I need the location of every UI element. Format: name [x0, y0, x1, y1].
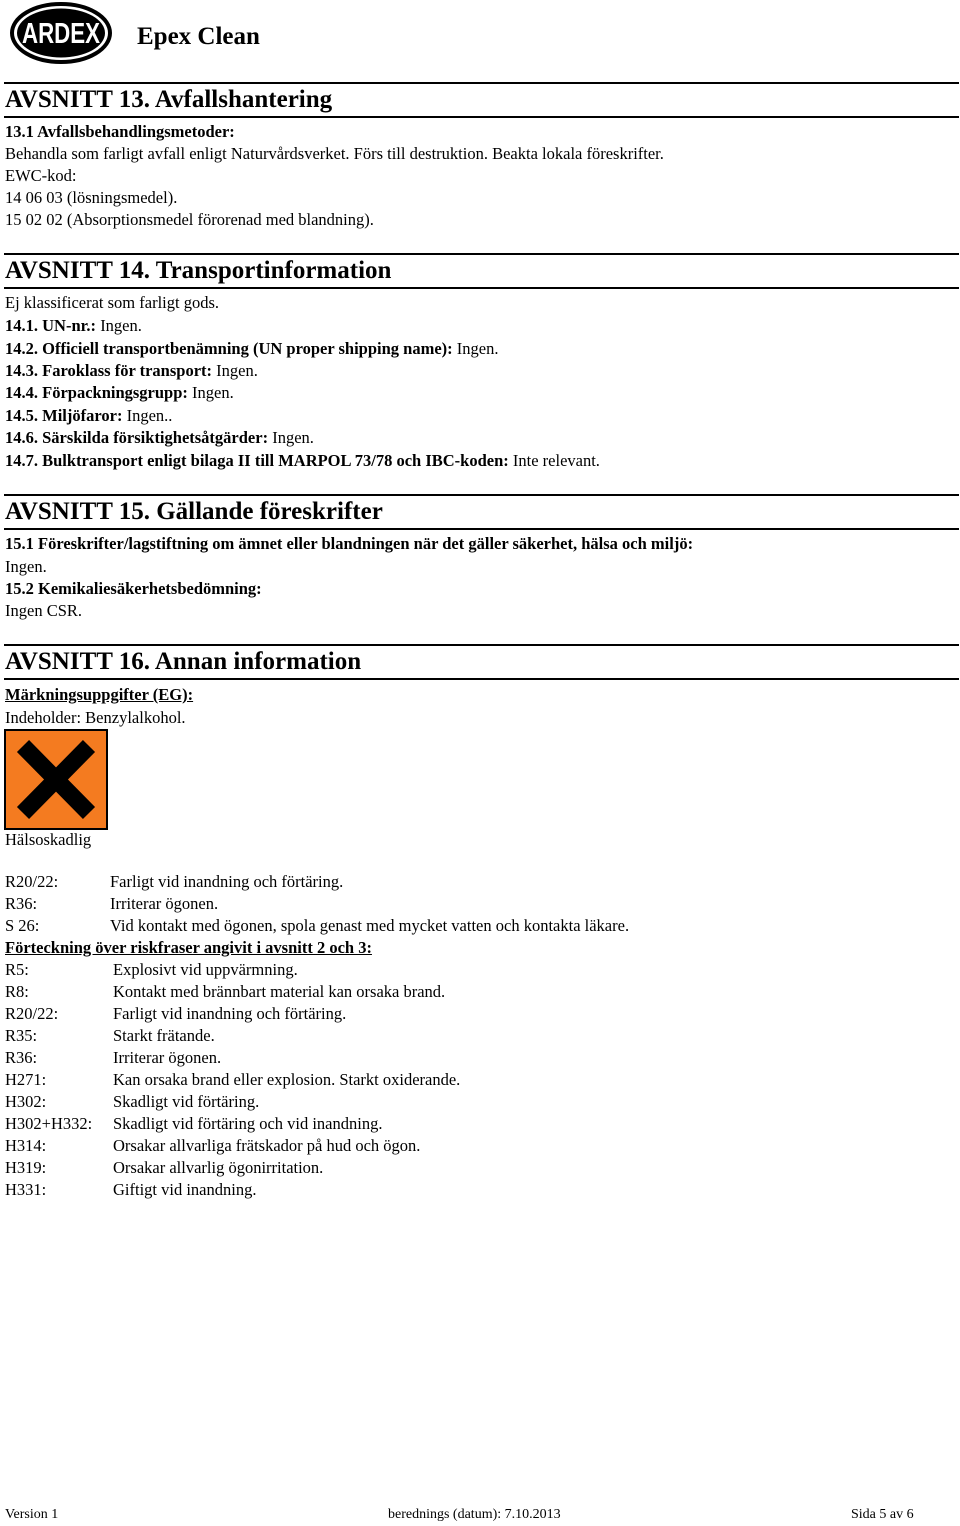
- item-label: 14.3. Faroklass för transport:: [5, 361, 213, 380]
- sec14-item: [5, 427, 314, 449]
- risk-code: R20/22:: [5, 1004, 59, 1023]
- risk-code: R5:: [5, 960, 29, 979]
- risk-code: H331:: [5, 1180, 47, 1199]
- sec15-line: 15.2 Kemikaliesäkerhetsbedömning:: [5, 579, 262, 598]
- risk-code: H302:: [5, 1092, 47, 1111]
- harmful-pictogram: [5, 730, 107, 829]
- item-value: Ingen.: [212, 361, 258, 380]
- section-16-title: AVSNITT 16. Annan information: [5, 648, 362, 675]
- risk-code: R8:: [5, 982, 29, 1001]
- sec14-item: [5, 382, 234, 404]
- risk-text: Orsakar allvarliga frätskador på hud och ögon.: [113, 1136, 421, 1155]
- footer-date: berednings (datum): 7.10.2013: [388, 1507, 561, 1522]
- item-value: Ingen..: [122, 406, 173, 425]
- divider: [4, 116, 959, 118]
- sec14-item: [5, 450, 600, 472]
- risk-text: Giftigt vid inandning.: [113, 1180, 257, 1199]
- sec15-line: Ingen.: [5, 557, 47, 576]
- item-value: Inte relevant.: [508, 451, 600, 470]
- footer-page: Sida 5 av 6: [851, 1507, 914, 1522]
- item-value: Ingen.: [96, 316, 142, 335]
- risk-code: H314:: [5, 1136, 47, 1155]
- hazard-cross-icon: [5, 730, 107, 829]
- phrase-code: R36:: [5, 894, 38, 913]
- item-value: Ingen.: [268, 428, 314, 447]
- sec14-item: [5, 360, 258, 382]
- item-value: Ingen.: [187, 383, 234, 402]
- phrase-text: Vid kontakt med ögonen, spola genast med mycket vatten och kontakta läkare.: [110, 916, 630, 935]
- risk-code: H302+H332:: [5, 1114, 93, 1133]
- logo-text: ARDEX: [22, 18, 101, 50]
- sec14-item: [5, 338, 499, 360]
- sec13-line: 14 06 03 (lösningsmedel).: [5, 188, 178, 207]
- phrase-code: R20/22:: [5, 872, 59, 891]
- risk-text: Skadligt vid förtäring och vid inandning.: [113, 1114, 383, 1133]
- phrase-code: S 26:: [5, 916, 40, 935]
- sec14-intro: Ej klassificerat som farligt gods.: [5, 293, 219, 312]
- divider: [4, 644, 959, 646]
- risk-text: Kan orsaka brand eller explosion. Starkt oxiderande.: [113, 1070, 461, 1089]
- footer-version: Version 1: [5, 1507, 59, 1522]
- sec14-item: [5, 315, 142, 337]
- divider: [4, 287, 959, 289]
- sec13-line: Behandla som farligt avfall enligt Naturvårdsverket. Förs till destruktion. Beakta lokala föreskrifter.: [5, 144, 664, 163]
- risk-text: Skadligt vid förtäring.: [113, 1092, 260, 1111]
- item-label: 14.2. Officiell transportbenämning (UN proper shipping name):: [5, 339, 453, 358]
- sec13-line: EWC-kod:: [5, 166, 77, 185]
- item-label: 14.4. Förpackningsgrupp:: [5, 383, 188, 402]
- section-15-title: AVSNITT 15. Gällande föreskrifter: [5, 498, 383, 525]
- risk-code: H271:: [5, 1070, 47, 1089]
- divider: [4, 678, 959, 680]
- risk-list-heading: Förteckning över riskfraser angivit i avsnitt 2 och 3:: [5, 938, 372, 957]
- sec15-line: 15.1 Föreskrifter/lagstiftning om ämnet eller blandningen när det gäller säkerhet, hälsa och miljö:: [5, 534, 694, 553]
- item-value: Ingen.: [452, 339, 499, 358]
- risk-text: Starkt frätande.: [113, 1026, 215, 1045]
- section-14-title: AVSNITT 14. Transportinformation: [5, 257, 392, 284]
- risk-text: Kontakt med brännbart material kan orsaka brand.: [113, 982, 446, 1001]
- sec14-item: [5, 405, 172, 427]
- section-13-title: AVSNITT 13. Avfallshantering: [5, 86, 333, 113]
- risk-code: R35:: [5, 1026, 38, 1045]
- item-label: 14.7. Bulktransport enligt bilaga II till MARPOL 73/78 och IBC-koden:: [5, 451, 509, 470]
- sec15-line: Ingen CSR.: [5, 601, 83, 620]
- sec13-line: 13.1 Avfallsbehandlingsmetoder:: [5, 122, 235, 141]
- logo-icon: [10, 2, 112, 64]
- risk-text: Irriterar ögonen.: [113, 1048, 222, 1067]
- phrase-text: Farligt vid inandning och förtäring.: [110, 872, 344, 891]
- divider: [4, 82, 959, 84]
- risk-text: Explosivt vid uppvärmning.: [113, 960, 298, 979]
- item-label: 14.6. Särskilda försiktighetsåtgärder:: [5, 428, 269, 447]
- divider: [4, 494, 959, 496]
- pictogram-label: Hälsoskadlig: [5, 830, 92, 849]
- product-name: Epex Clean: [137, 23, 260, 50]
- marking-heading: Märkningsuppgifter (EG):: [5, 685, 194, 704]
- risk-code: R36:: [5, 1048, 38, 1067]
- divider: [4, 253, 959, 255]
- risk-text: Farligt vid inandning och förtäring.: [113, 1004, 347, 1023]
- sec13-line: 15 02 02 (Absorptionsmedel förorenad med blandning).: [5, 210, 374, 229]
- phrase-text: Irriterar ögonen.: [110, 894, 219, 913]
- risk-code: H319:: [5, 1158, 47, 1177]
- divider: [4, 528, 959, 530]
- risk-text: Orsakar allvarlig ögonirritation.: [113, 1158, 324, 1177]
- item-label: 14.1. UN-nr.:: [5, 316, 97, 335]
- item-label: 14.5. Miljöfaror:: [5, 406, 123, 425]
- ardex-logo: [10, 2, 112, 64]
- contains-line: Indeholder: Benzylalkohol.: [5, 708, 186, 727]
